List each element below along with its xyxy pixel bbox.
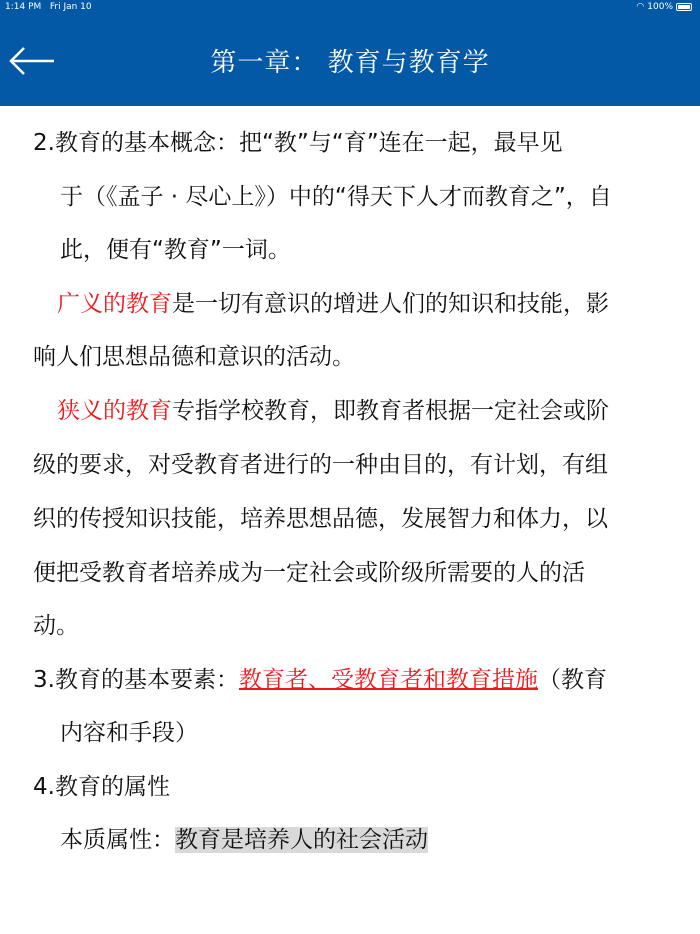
text: 专指学校教育，即教育者根据一定社会或阶 — [172, 398, 609, 424]
status-date: Fri Jan 10 — [49, 2, 92, 12]
text-line: 级的要求，对受教育者进行的一种由目的，有计划，有组 — [33, 452, 608, 478]
text-line — [60, 825, 428, 855]
status-time: 1:14 PM — [5, 2, 42, 12]
text-line — [57, 396, 609, 426]
battery-icon — [676, 3, 692, 11]
text: 本质属性： — [60, 827, 175, 853]
text-line: 内容和手段） — [60, 720, 198, 746]
text-line: 2.教育的基本概念：把“教”与“育”连在一起，最早见 — [33, 130, 563, 156]
top-bar — [0, 0, 700, 106]
text-line — [57, 289, 609, 319]
text-line: 动。 — [33, 613, 79, 639]
text-line: 便把受教育者培养成为一定社会或阶级所需要的人的活 — [33, 560, 585, 586]
text-line — [33, 665, 607, 695]
wifi-icon: ◠ — [636, 2, 645, 12]
highlighted-text: 教育是培养人的社会活动 — [175, 827, 428, 853]
status-time-date — [5, 2, 92, 12]
text-line: 织的传授知识技能，培养思想品德，发展智力和体力，以 — [33, 506, 608, 532]
text-line: 此，便有“教育”一词。 — [60, 237, 291, 263]
text: 3.教育的基本要素： — [33, 667, 239, 693]
narrow-education-term: 狭义的教育 — [57, 398, 172, 424]
text: （教育 — [537, 667, 607, 693]
status-right — [636, 2, 692, 12]
text: 是一切有意识的增进人们的知识和技能，影 — [172, 291, 609, 317]
basic-elements-link[interactable]: 教育者、受教育者和教育措施 — [238, 667, 538, 693]
page-title: 第一章： 教育与教育学 — [210, 48, 490, 78]
broad-education-term: 广义的教育 — [57, 291, 172, 317]
text-line: 响人们思想品德和意识的活动。 — [33, 344, 355, 370]
battery-percent: 100% — [647, 2, 673, 12]
section-heading: 4.教育的属性 — [33, 774, 170, 800]
text-line: 于（《孟子 · 尽心上》）中的“得天下人才而教育之”，自 — [60, 184, 612, 210]
